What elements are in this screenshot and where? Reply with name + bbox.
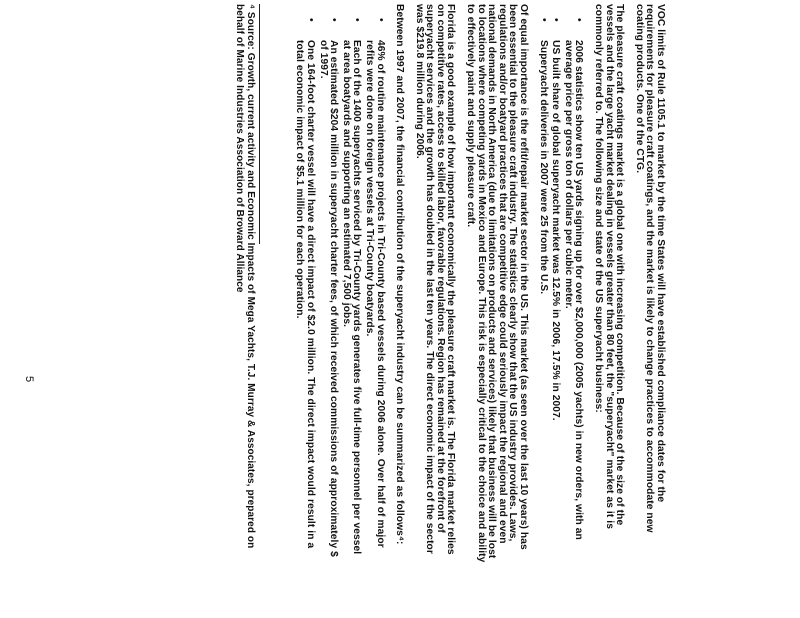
paragraph-refit-repair: Of equal importance is the refit/repair market sector in the US. This market (as seen over the last 10 years) has been essential to the pleasure craft industry. The statistics clearly show that the US industry provides. Laws, regulations and/or boatyard practices that are competitive edge could seriously impact the regional and even national demands in North America (due to limitations on products and services) likely that business will be lost to locations where competing yards in Mexico and Europe. This risk is especially critical to the choice and ability to effectively paint and supply pleasure craft. <box>465 4 530 563</box>
list-item: • One 164-foot charter vessel will have a direct impact of $2.0 million. The direct impact would result in a total economic impact of $5.1 million for each operation. <box>294 40 315 564</box>
paragraph-florida: Florida is a good example of how important economically the pleasure craft market is. The Florida market relies on competitive rates, access to skilled labor, favorable regulations. Region has remained at the forefront of superyacht services and the growth has doubled in the last ten years. The direct economic impact of the sector was $219.8 million during 2006. <box>413 4 457 555</box>
financial-contribution-list <box>294 4 385 564</box>
paragraph-financial-contribution: Between 1997 and 2007, the financial contribution of the superyacht industry can be summarized as follows⁴: <box>394 4 406 545</box>
rotated-page-content <box>5 4 665 564</box>
footnote-divider <box>259 4 260 244</box>
list-item: • 2006 statistics show ten US yards signing up for over $2,000,000 (2005 yachts) in new orders, with an average price per gross ton of dollars per cubic meter. <box>562 40 583 564</box>
list-item: • US built share of global superyacht market was 12.5% in 2006, 17.5% in 2007. <box>550 40 561 564</box>
paragraph-coatings-market: The pleasure craft coatings market is a global one with increasing competition. Because of the size of the vessels and the large yacht market dealing in vessels greater than 80 feet, the "superyacht" market as it is commonly referred to. The following size and state of the US superyacht business: <box>593 4 626 529</box>
list-item: • Superyacht deliveries in 2007 were 25 from the U.S. <box>537 40 548 564</box>
footnote: ⁴ Source: Growth, current activity and Economic Impacts of Mega Yachts, T.J. Murray & Associates, prepared on behalf of Marine Industries Association of Broward Alliance <box>234 4 256 549</box>
superyacht-stats-list <box>537 4 583 564</box>
paragraph-voc-limits: VOC limits of Rule 1105.1 to market by the time States will have established compliance dates for the requirements for pleasure craft coatings, and the market is likely to change practices to accommodate new coating products. One of the CTG. <box>633 4 666 533</box>
list-item: • Each of the 1400 superyachts serviced by Tri-County yards generates five full-time personnel per vessel at area boatyards and supporting an estimated 7,500 jobs. <box>340 40 361 564</box>
list-item: • 46% of routine maintenance projects in Tri-County based vessels during 2006 alone. Over half of major refits were done on foreign vessels at Tri-County boatyards. <box>363 40 384 564</box>
list-item: • An estimated $204 million in superyacht charter fees, of which received commissions of approximately $ of 1997. <box>317 40 338 564</box>
page-number: 5 <box>22 376 35 383</box>
